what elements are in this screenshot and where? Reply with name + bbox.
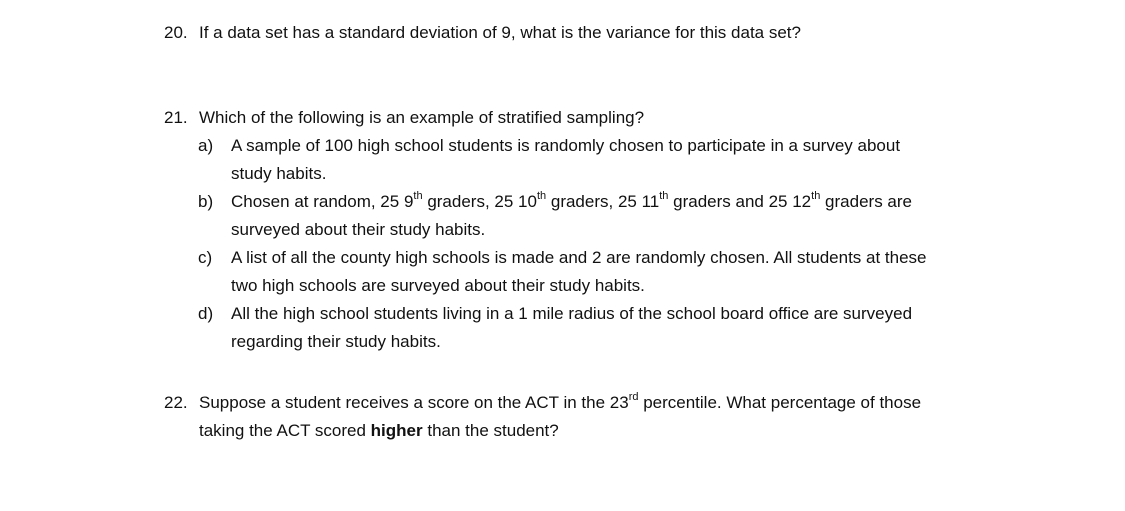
option-text-line: surveyed about their study habits. xyxy=(231,220,486,239)
option-label: c) xyxy=(198,248,213,267)
question-21 xyxy=(164,104,1064,356)
option-label: d) xyxy=(198,304,214,323)
question-number: 21. xyxy=(164,108,188,127)
option-text-line: two high schools are surveyed about their study habits. xyxy=(231,276,645,295)
option-b xyxy=(198,188,1064,244)
text-run: Suppose a student receives a score on the ACT in the 23 xyxy=(199,393,629,412)
option-text-line: study habits. xyxy=(231,164,327,183)
option-text-line: All the high school students living in a 1 mile radius of the school board office are surveyed xyxy=(231,304,913,323)
option-c xyxy=(198,244,1064,300)
text-run: Chosen at random, 25 9 xyxy=(231,192,414,211)
text-run: percentile. What percentage of those xyxy=(638,393,922,412)
ordinal-suffix: th xyxy=(413,190,423,203)
option-text-line xyxy=(231,188,912,216)
option-text-line: A sample of 100 high school students is randomly chosen to participate in a survey about xyxy=(231,136,901,155)
question-number: 22. xyxy=(164,393,188,412)
option-a xyxy=(198,132,1064,188)
question-number: 20. xyxy=(164,23,188,42)
text-run: than the student? xyxy=(422,421,559,440)
emphasis-text: higher xyxy=(370,421,423,440)
option-d xyxy=(198,300,1064,356)
text-run: taking the ACT scored xyxy=(199,421,371,440)
ordinal-suffix: th xyxy=(811,190,821,203)
option-text-line: regarding their study habits. xyxy=(231,332,441,351)
ordinal-suffix: rd xyxy=(628,391,639,404)
question-20 xyxy=(164,19,1064,47)
question-text: If a data set has a standard deviation of 9, what is the variance for this data set? xyxy=(199,23,801,42)
ordinal-suffix: th xyxy=(536,190,547,203)
question-text-continued xyxy=(164,417,1064,445)
text-run: graders and 25 12 xyxy=(668,192,812,211)
option-text-line: A list of all the county high schools is made and 2 are randomly chosen. All students at these xyxy=(231,248,927,267)
text-run: graders, 25 11 xyxy=(546,192,660,211)
question-22 xyxy=(164,389,1064,445)
question-text xyxy=(199,389,921,417)
question-text: Which of the following is an example of stratified sampling? xyxy=(199,108,645,127)
text-run: graders, 25 10 xyxy=(422,192,537,211)
option-label: a) xyxy=(198,136,214,155)
option-label: b) xyxy=(198,192,214,211)
ordinal-suffix: th xyxy=(659,190,669,203)
text-run: graders are xyxy=(820,192,912,211)
answer-options xyxy=(164,132,1064,356)
